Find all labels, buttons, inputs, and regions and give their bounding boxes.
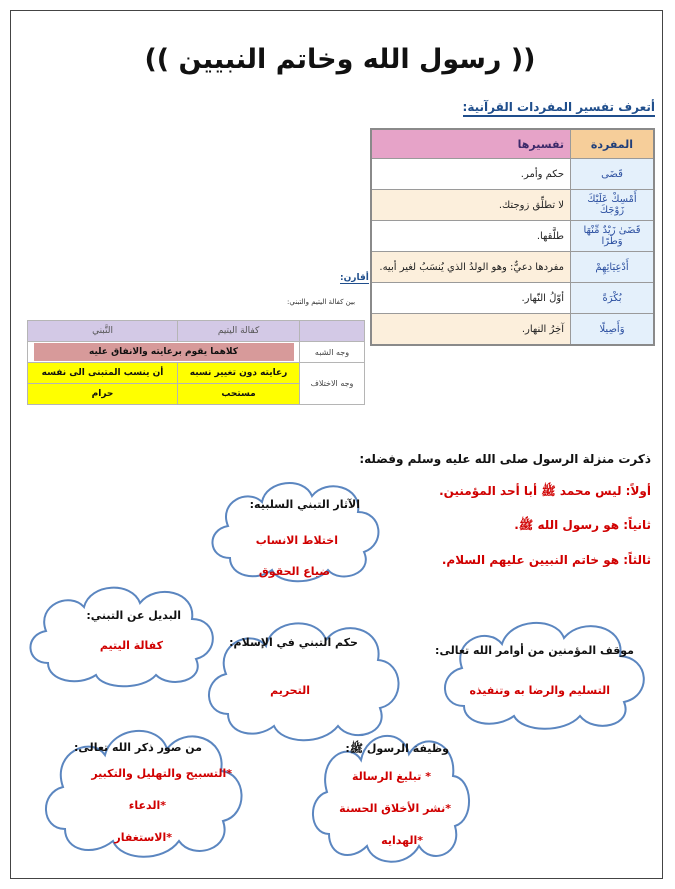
compare-header-tabanni: التَّبني [28,321,178,342]
cloud-alternative-heading: البديل عن التبني: [86,609,181,622]
status-point-1: أولاً: ليس محمد ﷺ أبا أحد المؤمنين. [439,484,651,498]
vocab-meaning: مفردها دعيٌّ: وهو الولدُ الذي يُنسَبُ لغير أبيه. [371,252,571,283]
cloud-dhikr-heading: من صور ذكر الله تعالى: [74,741,202,754]
difference-label: وجه الاختلاف [300,363,365,405]
cloud-dhikr-item: *التسبيح والتهليل والتكبير [91,767,232,780]
similarity-text: كلاهما يقوم برعايته والانفاق عليه [34,343,294,361]
cloud-mission-heading: وظيفة الرسول ﷺ: [345,742,449,755]
vocab-word: أَدْعِيَائِهِمْ [571,252,655,283]
tabanni-diff-1: أن ينسب المتبنى الى نفسه [28,363,178,384]
compare-corner [300,321,365,342]
cloud-ruling-item: التحريم [270,684,310,697]
vocabulary-table [370,128,655,346]
similarity-cell [28,342,300,363]
kafala-diff-2: مستحب [178,384,300,405]
vocab-meaning: لا تطلِّق زوجتك. [371,190,571,221]
vocab-word: بُكْرَةً [571,283,655,314]
comparison-table [27,320,365,405]
vocab-meaning: أوّلُ النّهار. [371,283,571,314]
vocab-word: قَضَى [571,159,655,190]
vocab-meaning: حكم وأمر. [371,159,571,190]
vocab-header-word: المفردة [571,129,655,159]
status-point-2: ثانياً: هو رسول الله ﷺ. [514,518,651,532]
similarity-label: وجه الشبه [300,342,365,363]
kafala-diff-1: رعايته دون تغيير نسبه [178,363,300,384]
cloud-believers [432,610,662,735]
cloud-believers-heading: موقف المؤمنين من أوامر الله تعالى: [435,644,634,657]
table-row [371,314,654,346]
cloud-dhikr-item: *الاستغفار [114,831,172,844]
status-point-3: ثالثاً: هو خاتم النبيين عليهم السلام. [441,553,651,567]
tabanni-diff-2: حرام [28,384,178,405]
cloud-shape [20,575,225,690]
page-title: (( رسول الله وخاتم النبيين )) [144,44,536,75]
cloud-effects-heading: الآثار التبني السلبيه: [249,498,360,511]
table-row [28,363,365,384]
table-row [28,342,365,363]
status-intro: ذكرت منزلة الرسول صلى الله عليه وسلم وفضله: [359,452,651,466]
vocab-header-meaning: تفسيرها [371,129,571,159]
table-row [371,221,654,252]
table-row [371,283,654,314]
cloud-dhikr-item: *الدعاء [128,799,166,812]
vocab-meaning: طلَّقها. [371,221,571,252]
cloud-effects [200,466,390,586]
vocab-word: أَمْسِكْ عَلَيْكَ زَوْجَكَ [571,190,655,221]
table-row [371,190,654,221]
cloud-mission-item: * تبليغ الرسالة [351,770,431,783]
cloud-mission [305,720,475,870]
compare-header-kafala: كفالة اليتيم [178,321,300,342]
compare-tag: أقارن: [340,273,369,283]
cloud-believers-item: التسليم والرضا به وتنفيذه [469,684,610,697]
vocab-word: قَضَىٰ زَيْدٌ مِّنْهَا وَطَرًا [571,221,655,252]
table-row [371,252,654,283]
cloud-ruling-heading: حكم التبني في الإسلام: [229,636,358,649]
vocab-meaning: آخِرُ النهار. [371,314,571,346]
cloud-mission-item: *الهدايه [381,834,423,847]
cloud-effects-item: اختلاط الانساب [255,534,338,547]
compare-note: بين كفالة اليتيم والتبني: [287,298,356,306]
cloud-alternative-item: كفالة اليتيم [99,639,163,652]
cloud-mission-item: *نشر الأخلاق الحسنة [339,802,451,815]
table-row [371,159,654,190]
cloud-effects-item: ضياع الحقوق [258,565,330,578]
vocabulary-heading: أتعرف تفسير المفردات القرآنية: [463,100,655,117]
cloud-shape [432,610,662,735]
vocab-word: وَأَصِيلًا [571,314,655,346]
cloud-dhikr [35,715,250,865]
cloud-alternative [20,575,225,690]
